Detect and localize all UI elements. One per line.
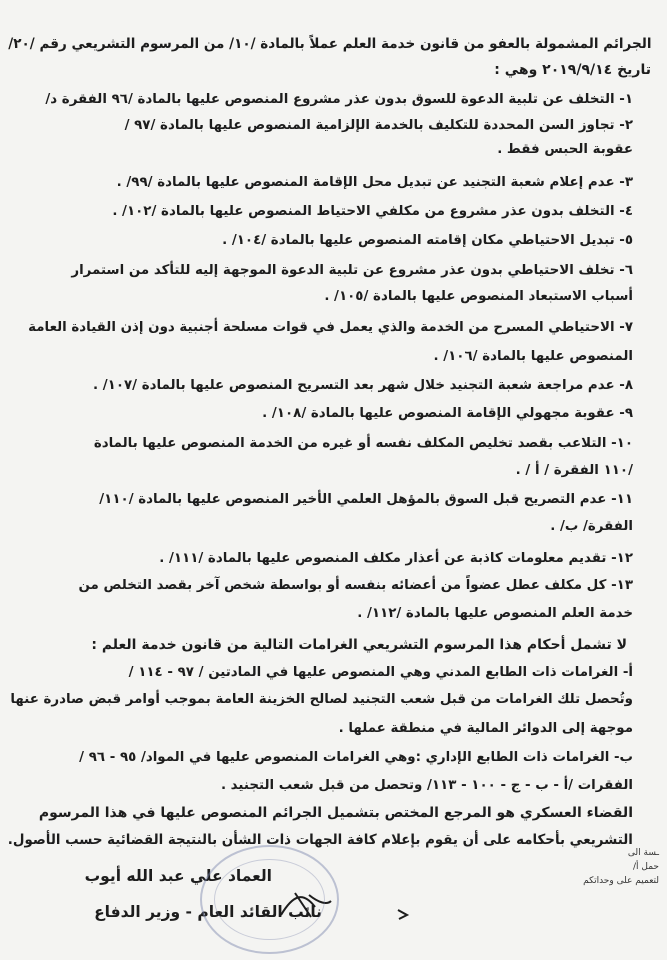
list-item-2-line-2: عقوبة الحبس فقط . (497, 142, 633, 157)
list-item-6-line-1: ٦- تخلف الاحتياطي بدون عذر مشروع عن تلبية الدعوة الموجهة إليه للتأكد من استمرار (71, 263, 633, 278)
list-item-8: ٨- عدم مراجعة شعبة التجنيد خلال شهر بعد التسريح المنصوص عليها بالمادة /١٠٧/ . (93, 378, 633, 393)
list-item-13-line-2: خدمة العلم المنصوص عليها بالمادة /١١٢/ . (357, 606, 633, 621)
closing-line-1: القضاء العسكري هو المرجع المختص بتشميل الجرائم المنصوص عليها في هذا المرسوم (38, 805, 633, 821)
list-item-1: ١- التخلف عن تلبية الدعوة للسوق بدون عذر مشروع المنصوص عليها بالمادة /٩٦ الفقرة د/ (45, 92, 633, 107)
list-item-13-line-1: ١٣- كل مكلف عطل عضواً من أعضائه بنفسه أو بواسطة شخص آخر بقصد التخلص من (78, 578, 633, 593)
list-item-3: ٣- عدم إعلام شعبة التجنيد عن تبديل محل الإقامة المنصوص عليها بالمادة /٩٩/ . (116, 175, 633, 190)
exclusion-heading: لا تشمل أحكام هذا المرسوم التشريعي الغرامات التالية من قانون خدمة العلم : (91, 637, 627, 653)
side-note-line-1: ـسة الى (627, 848, 659, 858)
intro-line-2: تاريخ ٢٠١٩/٩/١٤ وهي : (494, 62, 651, 78)
check-mark (395, 905, 413, 923)
list-item-9: ٩- عقوبة مجهولي الإقامة المنصوص عليها بالمادة /١٠٨/ . (262, 406, 633, 421)
fine-a-line-3: موجهة إلى الدوائر المالية في منطقة عملها . (338, 721, 633, 736)
fine-a-line-1: أ- الغرامات ذات الطابع المدني وهي المنصوص عليها في المادتين / ٩٧ - ١١٤ / (128, 665, 633, 680)
list-item-11-line-2: الفقرة/ ب/ . (550, 519, 633, 534)
list-item-4: ٤- التخلف بدون عذر مشروع من مكلفي الاحتياط المنصوص عليها بالمادة /١٠٢/ . (112, 204, 633, 219)
closing-line-2: التشريعي بأحكامه على أن يقوم بإعلام كافة الجهات ذات الشأن بالنتيجة القضائية حسب الأصول. (7, 832, 633, 848)
list-item-10-line-2: /١١٠ الفقرة / أ / . (515, 463, 633, 478)
fine-b-line-1: ب- الغرامات ذات الطابع الإداري :وهي الغرامات المنصوص عليها في المواد/ ٩٥ - ٩٦ / (79, 750, 633, 765)
list-item-5: ٥- تبديل الاحتياطي مكان إقامته المنصوص عليها بالمادة /١٠٤/ . (222, 233, 633, 248)
list-item-11-line-1: ١١- عدم التصريح قبل السوق بالمؤهل العلمي الأخير المنصوص عليها بالمادة /١١٠/ (99, 492, 633, 507)
official-stamp (200, 845, 339, 954)
signatory-name: العماد علي عبد الله أيوب (84, 867, 272, 885)
list-item-2-line-1: ٢- تجاوز السن المحددة للتكليف بالخدمة الإلزامية المنصوص عليها بالمادة /٩٧ / (124, 118, 633, 133)
list-item-7-line-2: المنصوص عليها بالمادة /١٠٦/ . (433, 349, 633, 364)
side-note-line-2: حمل أ/ (633, 862, 659, 872)
fine-b-line-2: الفقرات /أ - ب - ج - ١٠٠ - ١١٣/ وتحصل من قبل شعب التجنيد . (220, 778, 633, 793)
stamp-inner-ring (214, 859, 325, 940)
list-item-12: ١٢- تقديم معلومات كاذبة عن أعذار مكلف المنصوص عليها بالمادة /١١١/ . (159, 551, 633, 566)
signatory-title: نائب القائد العام - وزير الدفاع (94, 903, 322, 921)
intro-line-1: الجرائم المشمولة بالعفو من قانون خدمة العلم عملاً بالمادة /١٠/ من المرسوم التشريعي رقم /٢٠/ (7, 36, 652, 52)
list-item-10-line-1: ١٠- التلاعب بقصد تخليص المكلف نفسه أو غيره من الخدمة المنصوص عليها بالمادة (93, 436, 633, 451)
side-note-line-3: لتعميم على وحداتكم (583, 876, 659, 886)
list-item-7-line-1: ٧- الاحتياطي المسرح من الخدمة والذي يعمل في قوات مسلحة أجنبية دون إذن القيادة العامة (28, 320, 633, 335)
fine-a-line-2: وتُحصل تلك الغرامات من قبل شعب التجنيد لصالح الخزينة العامة بموجب أوامر قبض صادرة عنها (10, 692, 633, 707)
list-item-6-line-2: أسباب الاستبعاد المنصوص عليها بالمادة /١٠٥/ . (324, 289, 633, 304)
